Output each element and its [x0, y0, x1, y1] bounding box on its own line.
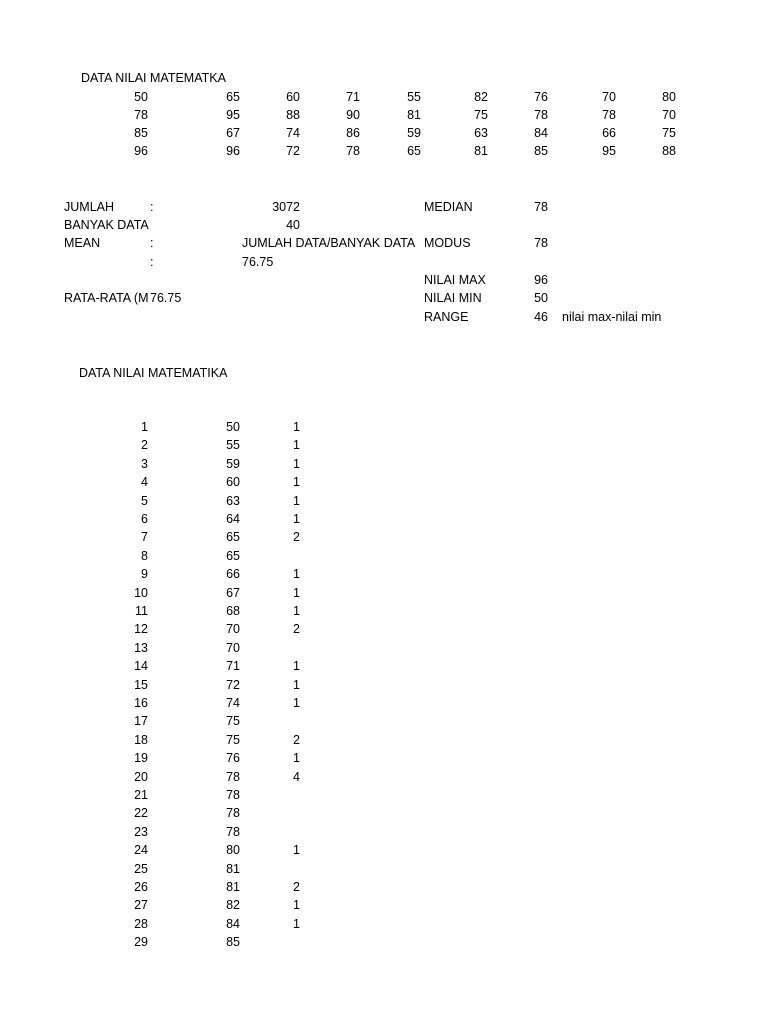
- row-frequency: 1: [293, 678, 300, 692]
- row-index: 16: [134, 696, 148, 710]
- grid-cell: 81: [474, 144, 488, 158]
- modus-label: MODUS: [424, 236, 471, 250]
- row-index: 7: [141, 530, 148, 544]
- row-index: 9: [141, 567, 148, 581]
- row-index: 4: [141, 475, 148, 489]
- row-index: 3: [141, 457, 148, 471]
- jumlah-label: JUMLAH: [64, 200, 115, 214]
- mean-value: 76.75: [242, 255, 274, 269]
- row-score: 75: [226, 733, 240, 747]
- row-score: 72: [226, 678, 240, 692]
- grid-cell: 76: [534, 90, 548, 104]
- row-frequency: 1: [293, 420, 300, 434]
- grid-cell: 72: [286, 144, 300, 158]
- row-score: 65: [226, 530, 240, 544]
- grid-cell: 88: [286, 108, 300, 122]
- row-index: 13: [134, 641, 148, 655]
- grid-cell: 96: [226, 144, 240, 158]
- grid-cell: 78: [534, 108, 548, 122]
- mean-label: MEAN: [64, 236, 101, 250]
- row-score: 76: [226, 751, 240, 765]
- row-score: 78: [226, 770, 240, 784]
- grid-cell: 78: [346, 144, 360, 158]
- row-score: 70: [226, 622, 240, 636]
- banyak-data-value: 40: [286, 218, 300, 232]
- row-score: 70: [226, 641, 240, 655]
- grid-cell: 78: [134, 108, 148, 122]
- range-value: 46: [534, 310, 548, 324]
- row-score: 81: [226, 862, 240, 876]
- row-score: 59: [226, 457, 240, 471]
- row-frequency: 1: [293, 843, 300, 857]
- grid-cell: 67: [226, 126, 240, 140]
- rata-rata-value: 76.75: [150, 291, 182, 305]
- row-frequency: 1: [293, 659, 300, 673]
- grid-cell: 55: [407, 90, 421, 104]
- section-title-1: DATA NILAI MATEMATKA: [81, 71, 226, 85]
- row-score: 63: [226, 494, 240, 508]
- range-note: nilai max-nilai min: [562, 310, 662, 324]
- row-index: 19: [134, 751, 148, 765]
- row-score: 75: [226, 714, 240, 728]
- nilai-min-label: NILAI MIN: [424, 291, 482, 305]
- colon: :: [150, 200, 154, 214]
- row-frequency: 1: [293, 494, 300, 508]
- row-frequency: 1: [293, 898, 300, 912]
- row-frequency: 1: [293, 512, 300, 526]
- grid-cell: 85: [134, 126, 148, 140]
- colon: :: [150, 255, 154, 269]
- section-title-2: DATA NILAI MATEMATIKA: [79, 366, 228, 380]
- row-index: 21: [134, 788, 148, 802]
- grid-cell: 70: [662, 108, 676, 122]
- row-index: 10: [134, 586, 148, 600]
- row-index: 1: [141, 420, 148, 434]
- row-index: 15: [134, 678, 148, 692]
- grid-cell: 75: [662, 126, 676, 140]
- row-score: 64: [226, 512, 240, 526]
- nilai-max-value: 96: [534, 273, 548, 287]
- nilai-min-value: 50: [534, 291, 548, 305]
- row-frequency: 1: [293, 917, 300, 931]
- row-frequency: 1: [293, 567, 300, 581]
- row-score: 50: [226, 420, 240, 434]
- row-frequency: 2: [293, 530, 300, 544]
- row-score: 71: [226, 659, 240, 673]
- row-score: 84: [226, 917, 240, 931]
- grid-cell: 66: [602, 126, 616, 140]
- row-score: 65: [226, 549, 240, 563]
- row-score: 78: [226, 806, 240, 820]
- row-index: 2: [141, 438, 148, 452]
- row-frequency: 1: [293, 696, 300, 710]
- median-value: 78: [534, 200, 548, 214]
- banyak-data-label: BANYAK DATA: [64, 218, 149, 232]
- rata-rata-label: RATA-RATA (M: [64, 291, 148, 305]
- colon: :: [150, 236, 154, 250]
- row-index: 22: [134, 806, 148, 820]
- row-index: 20: [134, 770, 148, 784]
- range-label: RANGE: [424, 310, 469, 324]
- row-index: 25: [134, 862, 148, 876]
- nilai-max-label: NILAI MAX: [424, 273, 486, 287]
- grid-cell: 95: [602, 144, 616, 158]
- jumlah-value: 3072: [272, 200, 300, 214]
- row-score: 80: [226, 843, 240, 857]
- row-index: 11: [135, 604, 148, 618]
- row-frequency: 2: [293, 880, 300, 894]
- row-frequency: 1: [293, 457, 300, 471]
- row-frequency: 1: [293, 604, 300, 618]
- row-score: 68: [226, 604, 240, 618]
- row-index: 14: [134, 659, 148, 673]
- row-score: 78: [226, 825, 240, 839]
- grid-cell: 96: [134, 144, 148, 158]
- row-index: 23: [134, 825, 148, 839]
- row-index: 28: [134, 917, 148, 931]
- row-score: 82: [226, 898, 240, 912]
- mean-formula: JUMLAH DATA/BANYAK DATA: [242, 236, 416, 250]
- row-index: 8: [141, 549, 148, 563]
- row-score: 85: [226, 935, 240, 949]
- grid-cell: 95: [226, 108, 240, 122]
- row-index: 12: [134, 622, 148, 636]
- row-index: 5: [141, 494, 148, 508]
- grid-cell: 74: [286, 126, 300, 140]
- row-index: 26: [134, 880, 148, 894]
- row-index: 17: [134, 714, 148, 728]
- row-score: 55: [226, 438, 240, 452]
- row-frequency: 1: [293, 586, 300, 600]
- grid-cell: 81: [407, 108, 421, 122]
- modus-value: 78: [534, 236, 548, 250]
- grid-cell: 63: [474, 126, 488, 140]
- grid-cell: 65: [226, 90, 240, 104]
- row-index: 6: [141, 512, 148, 526]
- grid-cell: 84: [534, 126, 548, 140]
- grid-cell: 80: [662, 90, 676, 104]
- grid-cell: 85: [534, 144, 548, 158]
- median-label: MEDIAN: [424, 200, 473, 214]
- row-score: 81: [226, 880, 240, 894]
- row-score: 74: [226, 696, 240, 710]
- grid-cell: 60: [286, 90, 300, 104]
- row-frequency: 1: [293, 475, 300, 489]
- grid-cell: 71: [346, 90, 360, 104]
- row-score: 67: [226, 586, 240, 600]
- row-score: 78: [226, 788, 240, 802]
- grid-cell: 90: [346, 108, 360, 122]
- row-index: 24: [134, 843, 148, 857]
- row-score: 60: [226, 475, 240, 489]
- grid-cell: 86: [346, 126, 360, 140]
- grid-cell: 78: [602, 108, 616, 122]
- grid-cell: 88: [662, 144, 676, 158]
- row-frequency: 2: [293, 622, 300, 636]
- row-index: 27: [134, 898, 148, 912]
- grid-cell: 59: [407, 126, 421, 140]
- grid-cell: 75: [474, 108, 488, 122]
- row-frequency: 4: [293, 770, 300, 784]
- row-frequency: 1: [293, 438, 300, 452]
- row-index: 29: [134, 935, 148, 949]
- grid-cell: 50: [134, 90, 148, 104]
- row-score: 66: [226, 567, 240, 581]
- row-index: 18: [134, 733, 148, 747]
- row-frequency: 1: [293, 751, 300, 765]
- grid-cell: 65: [407, 144, 421, 158]
- grid-cell: 70: [602, 90, 616, 104]
- grid-cell: 82: [474, 90, 488, 104]
- row-frequency: 2: [293, 733, 300, 747]
